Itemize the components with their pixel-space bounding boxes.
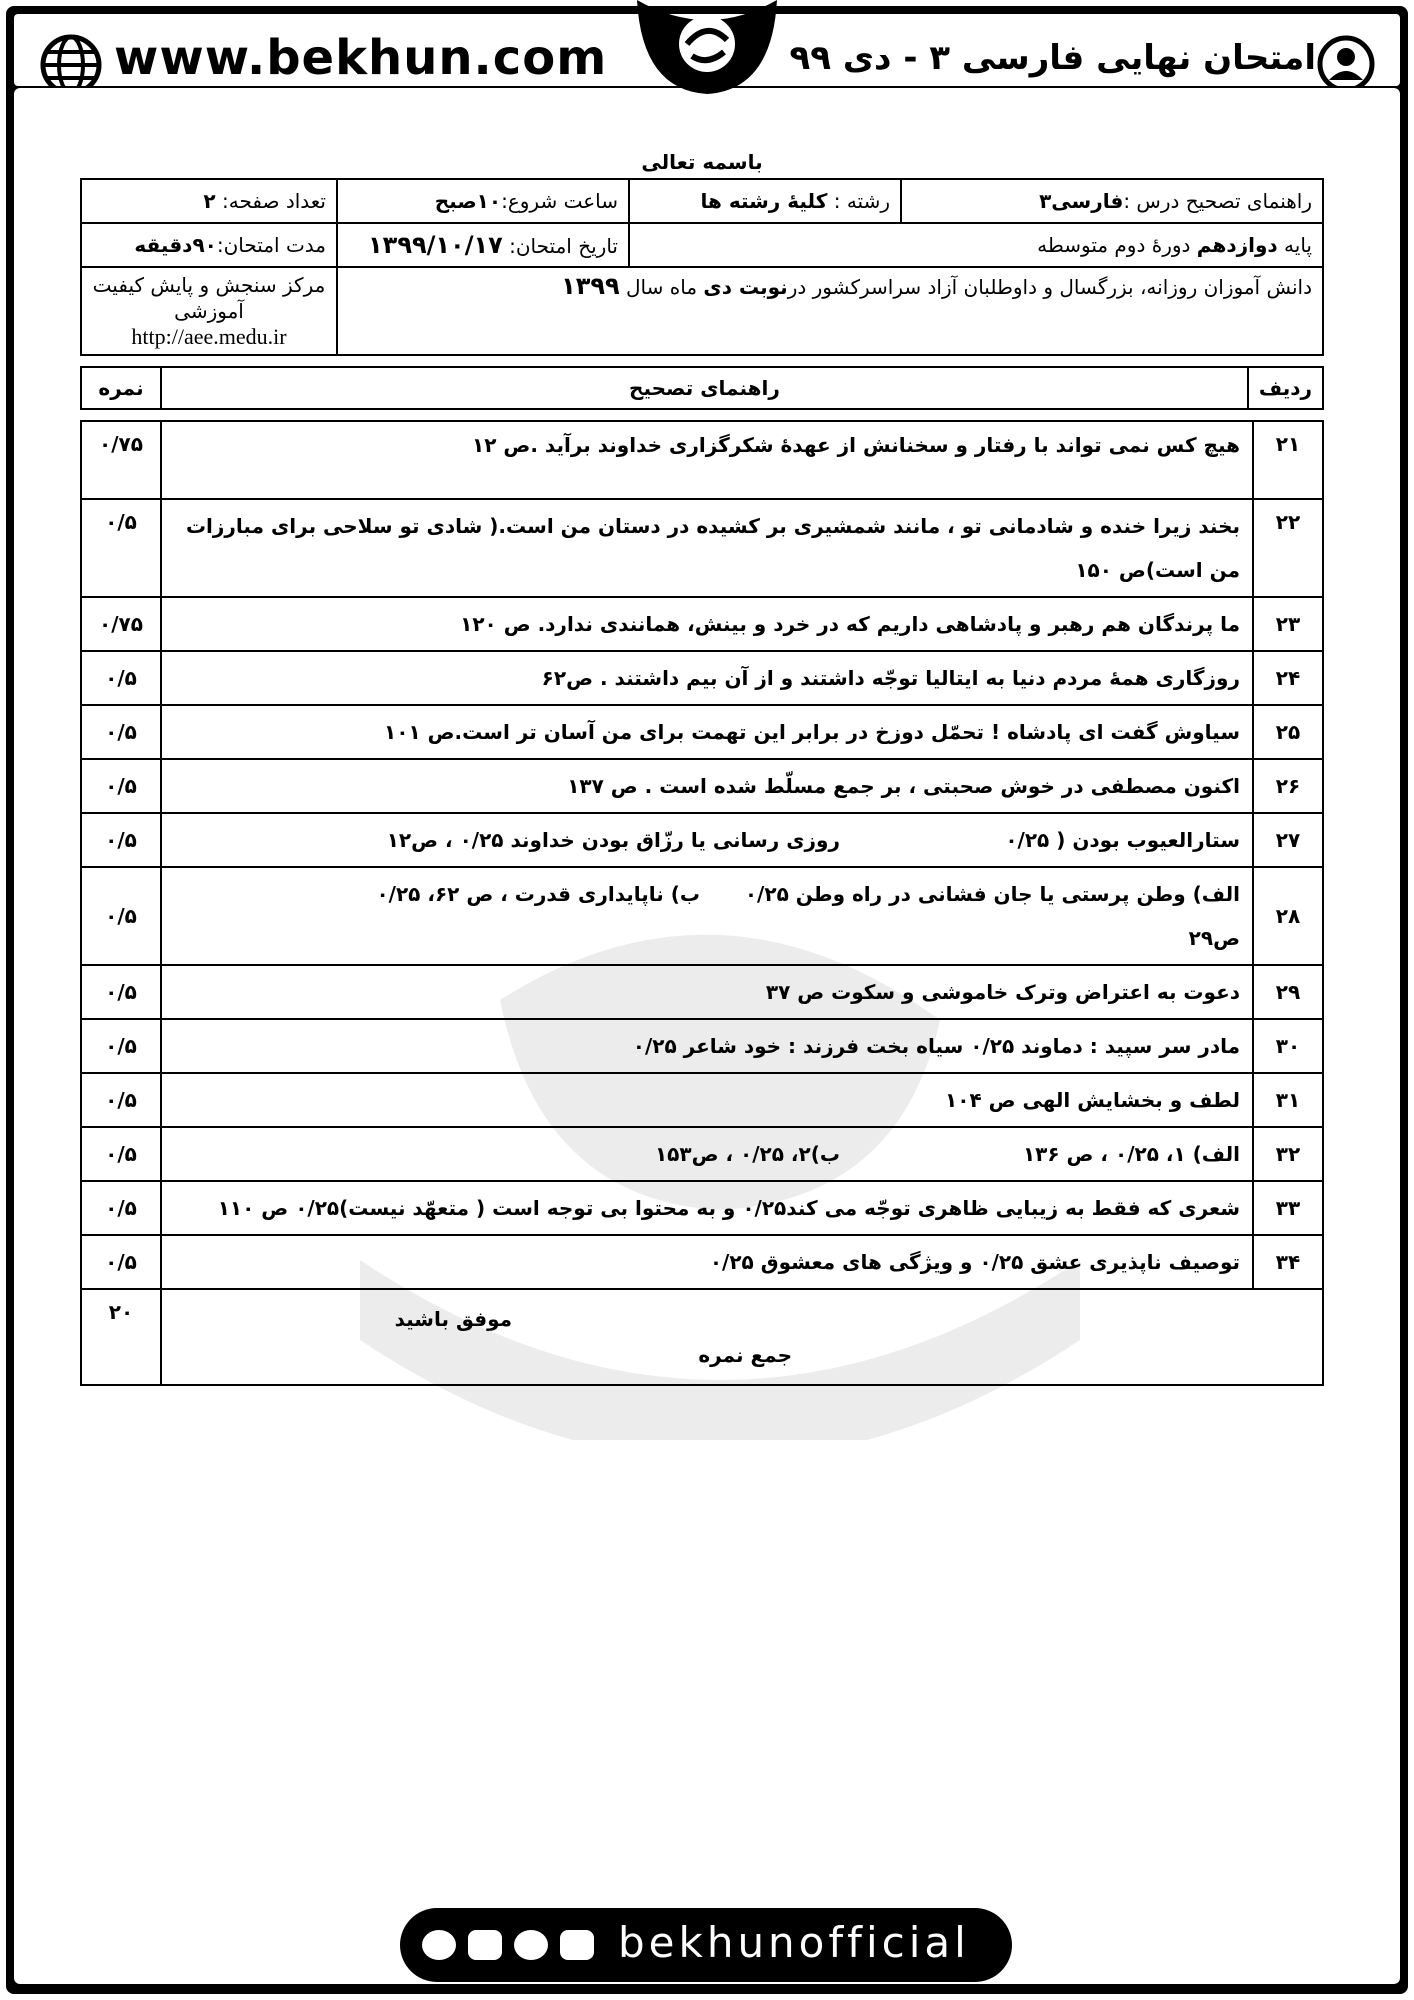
row-score: ۰/۵: [81, 1181, 161, 1235]
field-cell: رشته : کلیهٔ رشته ها: [629, 179, 901, 223]
table-row: [81, 1019, 1323, 1073]
social-handle[interactable]: bekhunofficial: [618, 1918, 970, 1967]
row-number: ۲۴: [1253, 651, 1323, 705]
row-number: ۲۷: [1253, 813, 1323, 867]
row-number: ۲۹: [1253, 965, 1323, 1019]
total-row: [81, 1289, 1323, 1385]
answer-text: هیچ کس نمی تواند با رفتار و سخنانش از عهدهٔ شکرگزاری خداوند برآید .ص ۱۲: [161, 421, 1253, 499]
answer-text: [161, 813, 1253, 867]
answer-part-a: الف) ۱، ۰/۲۵ ، ص ۱۳۶: [1022, 1142, 1240, 1166]
exam-date-cell: تاریخ امتحان: ۱۳۹۹/۱۰/۱۷: [337, 223, 629, 267]
row-score: ۰/۵: [81, 867, 161, 965]
answer-part-a: الف) وطن پرستی یا جان فشانی در راه وطن ۰/۲۵ ص۲۹: [744, 882, 1240, 950]
page-count-cell: تعداد صفحه: ۲: [81, 179, 337, 223]
answer-text: توصیف ناپذیری عشق ۰/۲۵ و ویژگی های معشوق ۰/۲۵: [161, 1235, 1253, 1289]
bekhun-logo-icon: [632, 0, 782, 96]
answer-text: لطف و بخشایش الهی ص ۱۰۴: [161, 1073, 1253, 1127]
row-score: ۰/۷۵: [81, 597, 161, 651]
row-number: ۲۳: [1253, 597, 1323, 651]
row-score: ۰/۵: [81, 759, 161, 813]
table-row: [81, 759, 1323, 813]
exam-title: امتحان نهایی فارسی ۳ - دی ۹۹: [789, 38, 1316, 78]
answer-text: مادر سر سپید : دماوند ۰/۲۵ سیاه بخت فرزند : خود شاعر ۰/۲۵: [161, 1019, 1253, 1073]
answer-text: شعری که فقط به زیبایی ظاهری توجّه می کند۰/۲۵ و به محتوا بی توجه است ( متعهّد نیست)۰/۲۵ ص ۱۱۰: [161, 1181, 1253, 1235]
answer-text: دعوت به اعتراض وترک خاموشی و سکوت ص ۳۷: [161, 965, 1253, 1019]
table-row: [81, 651, 1323, 705]
answer-text: سیاوش گفت ای پادشاه ! تحمّل دوزخ در برابر این تهمت برای من آسان تر است.ص ۱۰۱: [161, 705, 1253, 759]
course-cell: راهنمای تصحیح درس :فارسی۳: [901, 179, 1323, 223]
total-label: جمع نمره: [698, 1343, 792, 1367]
row-score: ۰/۵: [81, 965, 161, 1019]
table-row: [81, 965, 1323, 1019]
row-number: ۳۰: [1253, 1019, 1323, 1073]
exam-info-table: [80, 178, 1324, 356]
answer-part-b: ب)۲، ۰/۲۵ ، ص۱۵۳: [654, 1142, 840, 1166]
row-score: ۰/۵: [81, 1019, 161, 1073]
center-cell: [81, 267, 337, 355]
answer-part-a: ستارالعیوب بودن ( ۰/۲۵: [1005, 828, 1240, 852]
row-number: ۲۵: [1253, 705, 1323, 759]
col-row-header: ردیف: [1248, 367, 1323, 409]
row-score: ۰/۵: [81, 651, 161, 705]
instagram-icon[interactable]: [560, 1930, 594, 1960]
table-row: [81, 867, 1323, 965]
answer-key-document: [80, 150, 1324, 1386]
column-header-table: [80, 366, 1324, 410]
duration-cell: مدت امتحان:۹۰دقیقه: [81, 223, 337, 267]
start-time-cell: ساعت شروع:۱۰صبح: [337, 179, 629, 223]
table-row: [81, 1181, 1323, 1235]
answers-table: [80, 420, 1324, 1386]
table-row: [81, 597, 1323, 651]
basmala: باسمه تعالی: [641, 150, 763, 174]
center-url[interactable]: http://aee.medu.ir: [131, 324, 287, 349]
row-number: ۳۲: [1253, 1127, 1323, 1181]
aparat-icon[interactable]: [422, 1930, 456, 1960]
social-footer: [400, 1908, 1012, 1982]
answer-text: [161, 1127, 1253, 1181]
col-score-header: نمره: [81, 367, 161, 409]
globe-icon[interactable]: [40, 34, 102, 96]
row-number: ۲۲: [1253, 499, 1323, 597]
students-cell: دانش آموزان روزانه، بزرگسال و داوطلبان آزاد سراسرکشور درنوبت دی ماه سال ۱۳۹۹: [337, 267, 1323, 355]
row-score: ۰/۷۵: [81, 421, 161, 499]
table-row: [81, 499, 1323, 597]
telegram-icon[interactable]: [514, 1930, 548, 1960]
table-row: [81, 1127, 1323, 1181]
table-row: [81, 813, 1323, 867]
row-number: ۳۱: [1253, 1073, 1323, 1127]
row-score: ۰/۵: [81, 813, 161, 867]
answer-text: روزگاری همهٔ مردم دنیا به ایتالیا توجّه داشتند و از آن بیم داشتند . ص۶۲: [161, 651, 1253, 705]
row-score: ۰/۵: [81, 1127, 161, 1181]
row-number: ۲۸: [1253, 867, 1323, 965]
table-row: [81, 1235, 1323, 1289]
good-luck-text: موفق باشید: [394, 1307, 512, 1331]
row-number: ۲۱: [1253, 421, 1323, 499]
site-url[interactable]: www.bekhun.com: [114, 30, 608, 86]
answer-text: ما پرندگان هم رهبر و پادشاهی داریم که در خرد و بینش، همانندی ندارد. ص ۱۲۰: [161, 597, 1253, 651]
total-text-cell: [161, 1289, 1323, 1385]
row-score: ۰/۵: [81, 705, 161, 759]
table-row: [81, 705, 1323, 759]
answer-text: [161, 867, 1253, 965]
table-row: [81, 1073, 1323, 1127]
row-score: ۰/۵: [81, 1073, 161, 1127]
row-number: ۲۶: [1253, 759, 1323, 813]
center-name: مرکز سنجش و پایش کیفیت آموزشی: [92, 273, 326, 323]
answer-part-b: روزی رسانی یا رزّاق بودن خداوند ۰/۲۵ ، ص۱۲: [386, 828, 840, 852]
row-number: ۳۴: [1253, 1235, 1323, 1289]
youtube-icon[interactable]: [468, 1930, 502, 1960]
answer-part-b: ب) ناپایداری قدرت ، ص ۶۲، ۰/۲۵: [376, 882, 700, 906]
row-number: ۳۳: [1253, 1181, 1323, 1235]
answer-text: بخند زیرا خنده و شادمانی تو ، مانند شمشیری بر کشیده در دستان من است.( شادی تو سلاحی برای مبارزات من است)ص ۱۵۰: [161, 499, 1253, 597]
grade-cell: پایه دوازدهم دورۀ دوم متوسطه: [629, 223, 1323, 267]
total-score: ۲۰: [81, 1289, 161, 1385]
row-score: ۰/۵: [81, 1235, 161, 1289]
answer-text: اکنون مصطفی در خوش صحبتی ، بر جمع مسلّط شده است . ص ۱۳۷: [161, 759, 1253, 813]
table-row: [81, 421, 1323, 499]
row-score: ۰/۵: [81, 499, 161, 597]
user-icon: [1316, 34, 1376, 94]
col-guide-header: راهنمای تصحیح: [161, 367, 1248, 409]
